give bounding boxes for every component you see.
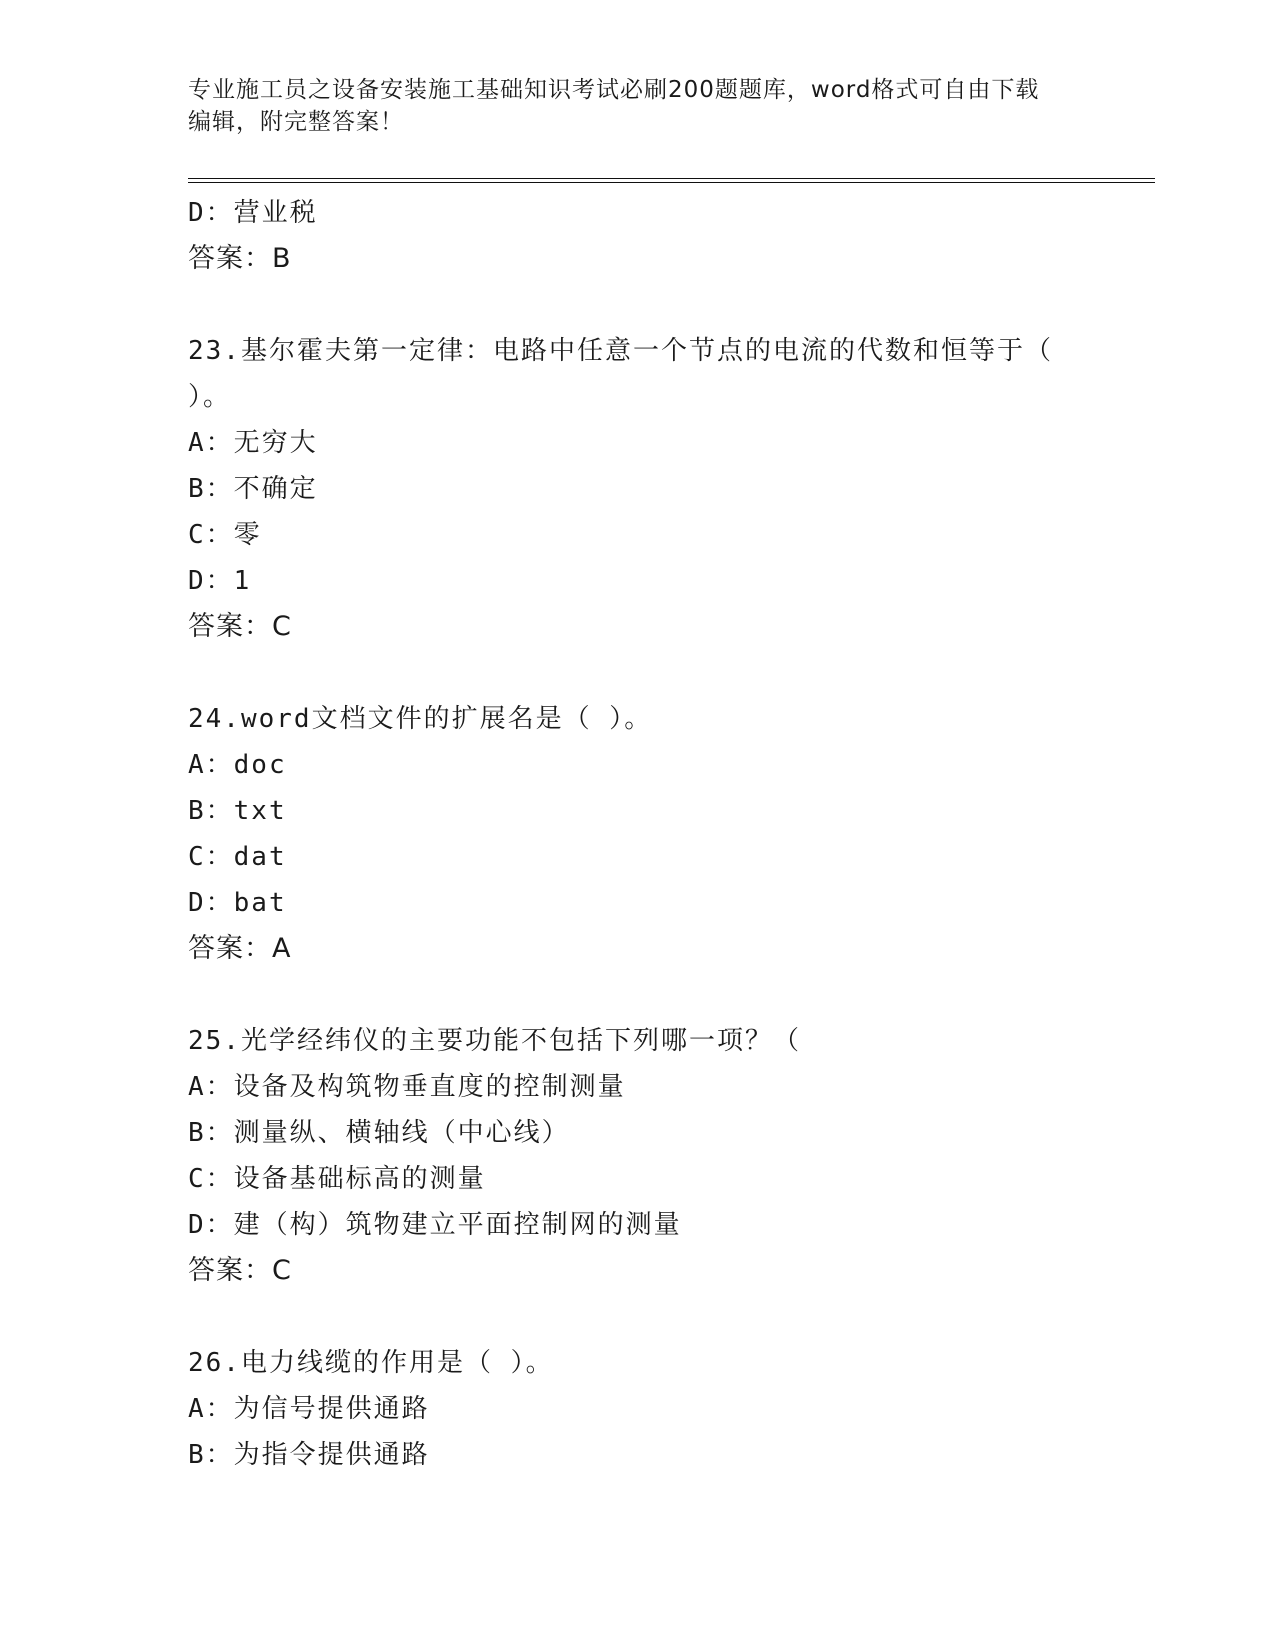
document-header [188, 74, 1088, 138]
q25-option-a: A：设备及构筑物垂直度的控制测量 [188, 1072, 626, 1102]
header-line-1: 专业施工员之设备安装施工基础知识考试必刷200题题库，word格式可自由下载 [188, 77, 1040, 103]
q24-option-b: B：txt [188, 796, 287, 826]
q26-option-a: A：为信号提供通路 [188, 1394, 430, 1424]
spacer [188, 972, 1088, 1018]
header-line-2: 编辑，附完整答案！ [188, 109, 404, 135]
q24-stem: 24.word文档文件的扩展名是（ ）。 [188, 704, 653, 734]
q23-stem-line-1: 23.基尔霍夫第一定律：电路中任意一个节点的电流的代数和恒等于（ [188, 336, 1053, 366]
q25-option-c: C：设备基础标高的测量 [188, 1164, 486, 1194]
q26-stem: 26.电力线缆的作用是（ ）。 [188, 1348, 554, 1378]
q25-stem: 25.光学经纬仪的主要功能不包括下列哪一项？（ [188, 1026, 801, 1056]
q25-option-d: D：建（构）筑物建立平面控制网的测量 [188, 1210, 682, 1240]
spacer [188, 650, 1088, 696]
spacer [188, 1294, 1088, 1340]
q24-option-a: A：doc [188, 750, 287, 780]
q23-option-b: B：不确定 [188, 474, 318, 504]
q24-option-c: C：dat [188, 842, 287, 872]
q22-option-d: D：营业税 [188, 198, 318, 228]
spacer [188, 282, 1088, 328]
q23-stem-line-2: ）。 [188, 382, 232, 412]
q25-option-b: B：测量纵、横轴线（中心线） [188, 1118, 570, 1148]
q26-option-b: B：为指令提供通路 [188, 1440, 430, 1470]
question-list [188, 190, 1088, 1478]
q23-option-a: A：无穷大 [188, 428, 318, 458]
header-divider [188, 178, 1155, 183]
q23-option-c: C：零 [188, 520, 262, 550]
q23-option-d: D：1 [188, 566, 252, 596]
q24-answer: 答案：A [188, 933, 292, 964]
q25-answer: 答案：C [188, 1255, 292, 1286]
q22-answer: 答案：B [188, 243, 292, 274]
q24-option-d: D：bat [188, 888, 287, 918]
q23-answer: 答案：C [188, 611, 292, 642]
